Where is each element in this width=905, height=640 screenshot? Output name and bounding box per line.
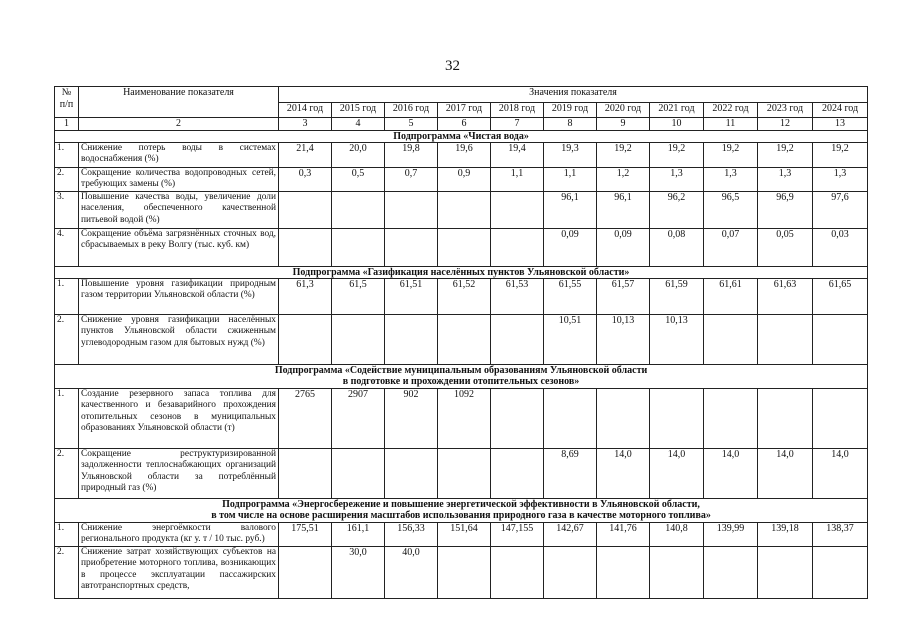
indicator-value: 97,6 xyxy=(813,192,868,229)
header-year: 2020 год xyxy=(597,103,650,118)
indicator-value: 61,57 xyxy=(597,279,650,315)
indicator-value: 0,7 xyxy=(385,168,438,192)
indicator-value xyxy=(704,389,758,449)
indicator-value: 0,03 xyxy=(813,229,868,267)
indicator-value xyxy=(279,192,332,229)
indicator-name: Сокращение объёма загрязнённых сточных вод, сбрасываемых в реку Волгу (тыс. куб. км) xyxy=(79,229,279,267)
subprogram-title xyxy=(55,365,868,389)
indicator-value: 1,1 xyxy=(544,168,597,192)
header-year: 2018 год xyxy=(491,103,544,118)
indicator-value xyxy=(544,389,597,449)
indicator-value: 19,2 xyxy=(650,143,704,168)
row-number: 1. xyxy=(55,389,79,449)
header-num: № п/п xyxy=(55,87,79,118)
header-year: 2024 год xyxy=(813,103,868,118)
indicator-value: 61,59 xyxy=(650,279,704,315)
indicator-value xyxy=(279,229,332,267)
indicator-value: 2765 xyxy=(279,389,332,449)
row-number: 1. xyxy=(55,143,79,168)
indicator-value: 138,37 xyxy=(813,523,868,547)
indicator-value: 1,3 xyxy=(813,168,868,192)
indicator-value xyxy=(491,547,544,599)
indicator-value: 161,1 xyxy=(332,523,385,547)
indicator-value: 140,8 xyxy=(650,523,704,547)
table-row xyxy=(55,143,868,168)
indicator-value: 61,51 xyxy=(385,279,438,315)
indicator-value xyxy=(385,192,438,229)
page-number: 32 xyxy=(445,58,460,74)
indicator-value xyxy=(544,547,597,599)
table-row xyxy=(55,279,868,315)
indicator-value: 0,08 xyxy=(650,229,704,267)
indicator-value: 0,09 xyxy=(597,229,650,267)
column-number: 1 xyxy=(55,118,79,131)
table-row xyxy=(55,523,868,547)
indicators-table xyxy=(54,86,868,599)
indicator-value: 19,2 xyxy=(704,143,758,168)
row-number: 2. xyxy=(55,449,79,499)
table-row xyxy=(55,315,868,365)
header-year: 2017 год xyxy=(438,103,491,118)
indicator-value: 0,05 xyxy=(758,229,813,267)
indicator-value: 19,2 xyxy=(813,143,868,168)
indicator-value: 156,33 xyxy=(385,523,438,547)
indicator-value: 142,67 xyxy=(544,523,597,547)
indicator-value: 61,63 xyxy=(758,279,813,315)
indicator-value: 19,3 xyxy=(544,143,597,168)
row-number: 4. xyxy=(55,229,79,267)
indicator-name: Повышение уровня газификации природным газом территории Ульяновской области (%) xyxy=(79,279,279,315)
indicator-value: 19,2 xyxy=(597,143,650,168)
table-row xyxy=(55,547,868,599)
indicator-value xyxy=(704,315,758,365)
row-number: 1. xyxy=(55,279,79,315)
indicator-value xyxy=(385,229,438,267)
indicator-value xyxy=(597,389,650,449)
header-year: 2022 год xyxy=(704,103,758,118)
indicator-value xyxy=(438,192,491,229)
indicator-value xyxy=(332,449,385,499)
header-year: 2016 год xyxy=(385,103,438,118)
header-year: 2014 год xyxy=(279,103,332,118)
indicator-value: 10,13 xyxy=(597,315,650,365)
indicator-value xyxy=(813,547,868,599)
indicator-value: 141,76 xyxy=(597,523,650,547)
indicator-value xyxy=(332,192,385,229)
indicator-value xyxy=(491,449,544,499)
column-number: 6 xyxy=(438,118,491,131)
indicator-value xyxy=(491,229,544,267)
indicator-value: 96,2 xyxy=(650,192,704,229)
indicator-value: 30,0 xyxy=(332,547,385,599)
column-number: 12 xyxy=(758,118,813,131)
indicator-name: Снижение потерь воды в системах водоснабжения (%) xyxy=(79,143,279,168)
indicator-value: 0,3 xyxy=(279,168,332,192)
header-year: 2015 год xyxy=(332,103,385,118)
column-number: 2 xyxy=(79,118,279,131)
column-number: 7 xyxy=(491,118,544,131)
row-number: 1. xyxy=(55,523,79,547)
subprogram-title-line: в том числе на основе расширения масштабов использования природного газа в качестве моторного топлива» xyxy=(211,510,711,521)
table-row xyxy=(55,449,868,499)
row-number: 2. xyxy=(55,315,79,365)
indicator-value: 147,155 xyxy=(491,523,544,547)
subprogram-title: Подпрограмма «Газификация населённых пунктов Ульяновской области» xyxy=(55,267,868,279)
column-number: 10 xyxy=(650,118,704,131)
table-row xyxy=(55,389,868,449)
indicator-value: 19,2 xyxy=(758,143,813,168)
indicator-value: 139,99 xyxy=(704,523,758,547)
indicator-name: Снижение затрат хозяйствующих субъектов на приобретение моторного топлива, возникающих в процессе эксплуатации пассажирских автотранспортных средств, xyxy=(79,547,279,599)
subprogram-title-line: в подготовке и прохождении отопительных сезонов» xyxy=(342,376,580,387)
indicator-value: 1,3 xyxy=(758,168,813,192)
indicator-value: 175,51 xyxy=(279,523,332,547)
indicator-value xyxy=(650,389,704,449)
header-name: Наименование показателя xyxy=(79,87,279,118)
indicator-value: 19,4 xyxy=(491,143,544,168)
indicator-value xyxy=(491,389,544,449)
indicator-value xyxy=(438,547,491,599)
indicator-value xyxy=(650,547,704,599)
column-number: 4 xyxy=(332,118,385,131)
subprogram-title-line: Подпрограмма «Содействие муниципальным образованиям Ульяновской области xyxy=(274,365,648,376)
header-year: 2019 год xyxy=(544,103,597,118)
indicator-value: 61,52 xyxy=(438,279,491,315)
indicator-value: 40,0 xyxy=(385,547,438,599)
indicator-value xyxy=(279,315,332,365)
indicator-value: 0,9 xyxy=(438,168,491,192)
indicator-value: 14,0 xyxy=(704,449,758,499)
subprogram-title: Подпрограмма «Чистая вода» xyxy=(55,131,868,143)
indicator-value xyxy=(597,547,650,599)
column-number: 9 xyxy=(597,118,650,131)
indicator-value xyxy=(758,315,813,365)
indicator-value: 61,61 xyxy=(704,279,758,315)
indicator-value: 61,3 xyxy=(279,279,332,315)
indicator-value xyxy=(704,547,758,599)
indicator-value: 96,1 xyxy=(544,192,597,229)
indicator-value xyxy=(438,449,491,499)
indicator-value: 19,8 xyxy=(385,143,438,168)
indicator-value: 61,53 xyxy=(491,279,544,315)
indicator-value: 19,6 xyxy=(438,143,491,168)
indicator-value xyxy=(491,192,544,229)
indicator-value: 14,0 xyxy=(597,449,650,499)
column-number: 13 xyxy=(813,118,868,131)
indicator-value: 1,2 xyxy=(597,168,650,192)
column-number: 3 xyxy=(279,118,332,131)
indicator-value xyxy=(438,229,491,267)
column-number: 11 xyxy=(704,118,758,131)
indicator-value xyxy=(491,315,544,365)
indicator-value: 20,0 xyxy=(332,143,385,168)
indicator-value xyxy=(813,315,868,365)
indicator-value: 14,0 xyxy=(758,449,813,499)
row-number: 3. xyxy=(55,192,79,229)
indicator-value xyxy=(813,389,868,449)
indicator-value: 8,69 xyxy=(544,449,597,499)
header-year: 2021 год xyxy=(650,103,704,118)
row-number: 2. xyxy=(55,168,79,192)
table-row xyxy=(55,168,868,192)
column-number: 5 xyxy=(385,118,438,131)
indicator-value: 96,9 xyxy=(758,192,813,229)
indicator-value: 96,1 xyxy=(597,192,650,229)
header-values-group: Значения показателя xyxy=(279,87,868,103)
indicator-name: Создание резервного запаса топлива для качественного и безаварийного прохождения отопительных сезонов в муниципальных образованиях Ульяновской области (т) xyxy=(79,389,279,449)
indicator-value: 96,5 xyxy=(704,192,758,229)
indicator-name: Сокращение реструктуризированной задолженности теплоснабжающих организаций Ульяновской области за потреблённый природный газ (%) xyxy=(79,449,279,499)
indicator-value xyxy=(758,547,813,599)
indicator-value: 61,5 xyxy=(332,279,385,315)
subprogram-title-line: Подпрограмма «Энергосбережение и повышение энергетической эффективности в Ульяновской области, xyxy=(222,499,700,510)
indicator-value: 1,1 xyxy=(491,168,544,192)
indicator-value: 151,64 xyxy=(438,523,491,547)
indicator-value: 14,0 xyxy=(813,449,868,499)
indicator-value xyxy=(438,315,491,365)
indicator-name: Повышение качества воды, увеличение доли населения, обеспеченного качественной питьевой водой (%) xyxy=(79,192,279,229)
indicator-name: Сокращение количества водопроводных сетей, требующих замены (%) xyxy=(79,168,279,192)
indicator-value xyxy=(758,389,813,449)
indicator-value: 902 xyxy=(385,389,438,449)
indicator-value: 0,09 xyxy=(544,229,597,267)
indicator-name: Снижение энергоёмкости валового регионального продукта (кг у. т / 10 тыс. руб.) xyxy=(79,523,279,547)
indicator-value: 1,3 xyxy=(704,168,758,192)
header-year: 2023 год xyxy=(758,103,813,118)
subprogram-title xyxy=(55,499,868,523)
indicator-value: 61,55 xyxy=(544,279,597,315)
indicator-value xyxy=(332,229,385,267)
indicator-value xyxy=(279,547,332,599)
indicator-value: 14,0 xyxy=(650,449,704,499)
indicator-value xyxy=(279,449,332,499)
indicator-value: 1,3 xyxy=(650,168,704,192)
indicator-value: 1092 xyxy=(438,389,491,449)
indicator-value: 61,65 xyxy=(813,279,868,315)
indicator-value: 139,18 xyxy=(758,523,813,547)
indicator-value: 0,5 xyxy=(332,168,385,192)
column-number: 8 xyxy=(544,118,597,131)
indicator-value xyxy=(385,315,438,365)
indicator-value: 21,4 xyxy=(279,143,332,168)
table-row xyxy=(55,229,868,267)
table-row xyxy=(55,192,868,229)
indicator-value xyxy=(385,449,438,499)
indicator-value: 0,07 xyxy=(704,229,758,267)
indicator-value xyxy=(332,315,385,365)
indicator-value: 10,13 xyxy=(650,315,704,365)
row-number: 2. xyxy=(55,547,79,599)
indicator-name: Снижение уровня газификации населённых пунктов Ульяновской области сжиженным углеводородным газом для бытовых нужд (%) xyxy=(79,315,279,365)
indicator-value: 2907 xyxy=(332,389,385,449)
indicator-value: 10,51 xyxy=(544,315,597,365)
